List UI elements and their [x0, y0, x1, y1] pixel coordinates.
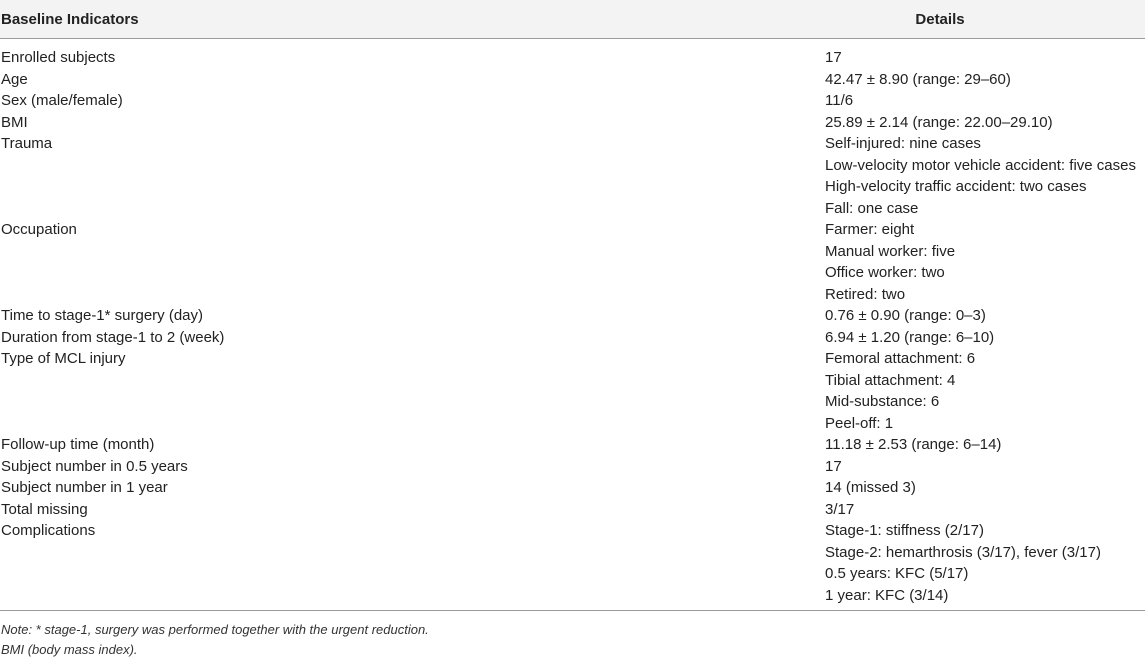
detail-line: Manual worker: five: [825, 242, 956, 260]
detail-line: 17: [825, 457, 842, 475]
table-notes: [0, 611, 1145, 660]
row-label: Time to stage-1* surgery (day): [1, 307, 204, 324]
note-stage1: Note: * stage-1, surgery was performed together with the urgent reduction.: [1, 622, 429, 637]
detail-line: Stage-1: stiffness (2/17): [825, 522, 984, 539]
row-label: Complications: [1, 522, 96, 539]
row-label: Enrolled subjects: [1, 49, 116, 66]
detail-line: Office worker: two: [825, 264, 945, 281]
table-row: [0, 520, 1145, 606]
row-label: Age: [1, 70, 28, 88]
table-row: [0, 133, 1145, 219]
detail-line: Mid-substance: 6: [825, 393, 940, 410]
detail-line: 0.5 years: KFC (5/17): [825, 565, 969, 582]
header-details: Details: [915, 10, 965, 28]
table-row: [0, 327, 1145, 349]
detail-line: Femoral attachment: 6: [825, 350, 976, 367]
detail-line: Low-velocity motor vehicle accident: five cases: [825, 156, 1136, 174]
row-label: Subject number in 0.5 years: [1, 457, 188, 475]
detail-line: Fall: one case: [825, 199, 919, 217]
row-details: [825, 112, 1145, 134]
row-details: [825, 219, 1145, 305]
row-details: [825, 305, 1145, 327]
table-row: [0, 499, 1145, 521]
row-details: [825, 90, 1145, 112]
table-header: [0, 0, 1145, 39]
detail-line: 42.47 ± 8.90 (range: 29–60): [825, 70, 1011, 88]
row-label: Trauma: [1, 135, 53, 152]
row-label: Subject number in 1 year: [1, 479, 168, 496]
row-details: [825, 520, 1145, 606]
table-row: [0, 305, 1145, 327]
table-row: [0, 69, 1145, 91]
detail-line: Retired: two: [825, 285, 906, 303]
detail-line: Peel-off: 1: [825, 414, 894, 432]
row-label: BMI: [1, 113, 28, 131]
table-row: [0, 456, 1145, 478]
row-details: [825, 456, 1145, 478]
row-label: Follow-up time (month): [1, 436, 155, 453]
detail-line: High-velocity traffic accident: two cases: [825, 178, 1087, 195]
row-label: Duration from stage-1 to 2 (week): [1, 328, 225, 346]
detail-line: Stage-2: hemarthrosis (3/17), fever (3/17): [825, 543, 1101, 561]
row-details: [825, 47, 1145, 69]
row-details: [825, 327, 1145, 349]
row-details: [825, 69, 1145, 91]
detail-line: 25.89 ± 2.14 (range: 22.00–29.10): [825, 113, 1053, 131]
detail-line: Farmer: eight: [825, 221, 915, 238]
detail-line: Tibial attachment: 4: [825, 371, 956, 389]
detail-line: 3/17: [825, 500, 855, 518]
detail-line: Self-injured: nine cases: [825, 135, 981, 152]
table-row: [0, 348, 1145, 434]
row-label: Occupation: [1, 221, 77, 238]
row-details: [825, 434, 1145, 456]
table-row: [0, 219, 1145, 305]
row-details: [825, 499, 1145, 521]
detail-line: 11/6: [825, 92, 854, 109]
table-row: [0, 434, 1145, 456]
detail-line: 11.18 ± 2.53 (range: 6–14): [825, 436, 1002, 453]
detail-line: 6.94 ± 1.20 (range: 6–10): [825, 328, 995, 346]
row-label: Sex (male/female): [1, 92, 123, 109]
table-row: [0, 47, 1145, 69]
note-bmi: BMI (body mass index).: [1, 642, 138, 657]
row-details: [825, 348, 1145, 434]
table-row: [0, 477, 1145, 499]
header-baseline-indicators: Baseline Indicators: [1, 10, 139, 28]
detail-line: 17: [825, 49, 842, 66]
detail-line: 1 year: KFC (3/14): [825, 586, 949, 604]
detail-line: 0.76 ± 0.90 (range: 0–3): [825, 307, 986, 324]
table-body: [0, 39, 1145, 611]
table-row: [0, 112, 1145, 134]
row-details: [825, 477, 1145, 499]
row-details: [825, 133, 1145, 219]
row-label: Type of MCL injury: [1, 350, 126, 367]
table-row: [0, 90, 1145, 112]
detail-line: 14 (missed 3): [825, 479, 916, 496]
row-label: Total missing: [1, 500, 88, 518]
